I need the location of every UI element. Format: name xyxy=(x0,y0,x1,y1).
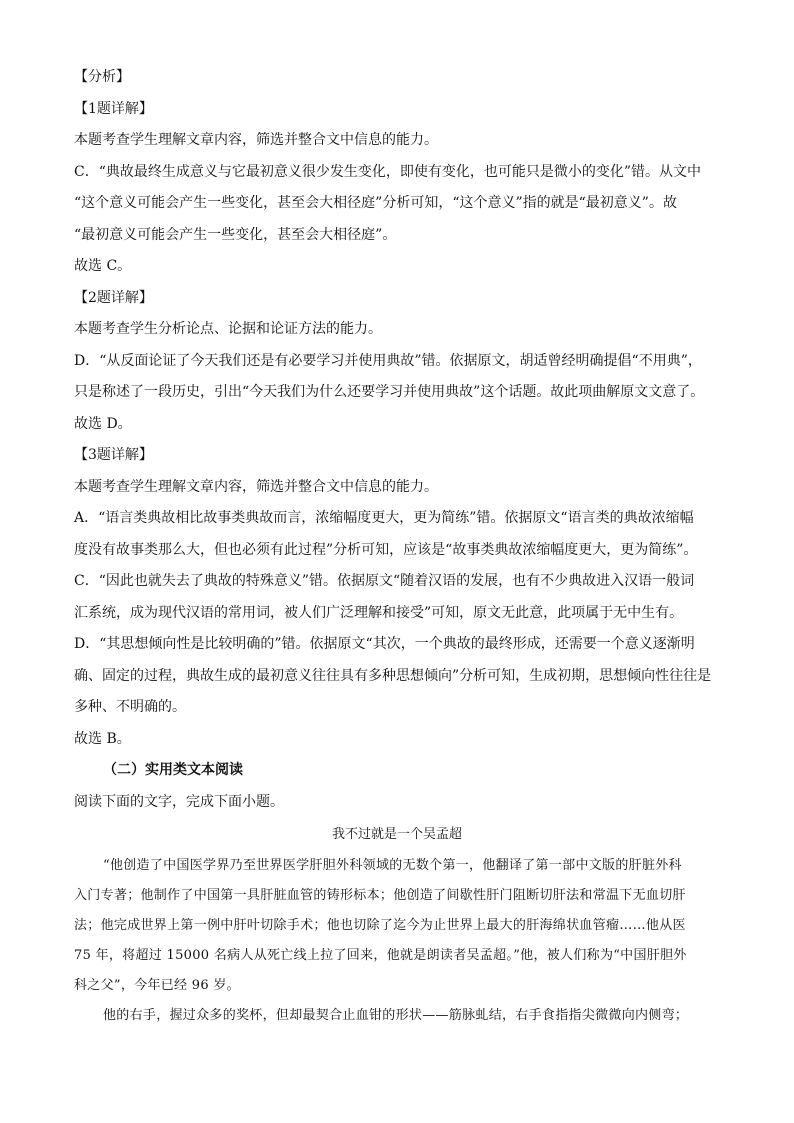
q3-line: 本题考查学生理解文章内容，筛选并整合文中信息的能力。 xyxy=(74,479,438,495)
q3-line: 度没有故事类那么大，但也必须有此过程”分析可知，应该是“故事类典故浓缩幅度更大，更为简练”。 xyxy=(74,542,698,558)
article-line: 科之父”，今年已经 96 岁。 xyxy=(74,978,240,993)
q1-line: “这个意义可能会产生一些变化，甚至会大相径庭”分析可知，“这个意义”指的就是“最初意义”。故 xyxy=(74,195,677,211)
q3-line: D．“其思想倾向性是比较明确的”错。依据原文“其次，一个典故的最终形成，还需要一个意义逐渐明 xyxy=(74,636,695,652)
q1-answer: 故选 C。 xyxy=(74,258,132,274)
analysis-heading: 【分析】 xyxy=(74,69,130,85)
article-line: “他创造了中国医学界乃至世界医学肝胆外科领域的无数个第一，他翻译了第一部中文版的肝脏外科 xyxy=(103,858,682,873)
q3-line: C．“因此也就失去了典故的特殊意义”错。依据原文“随着汉语的发展，也有不少典故进入汉语一般词 xyxy=(74,573,695,589)
section-heading: （二）实用类文本阅读 xyxy=(103,762,243,778)
q2-line: D．“从反面论证了今天我们还是有必要学习并使用典故”错。依据原文，胡适曾经明确提倡“不用典”， xyxy=(74,353,702,369)
q3-answer: 故选 B。 xyxy=(74,731,131,747)
article-line: 法；他完成世界上第一例中肝叶切除手术；他也切除了迄今为止世界上最大的肝海绵状血管瘤……他从医 xyxy=(74,918,686,933)
article-line: 他的右手，握过众多的奖杯，但却最契合止血钳的形状——筋脉虬结，右手食指指尖微微向内侧弯； xyxy=(103,1008,689,1023)
q3-line: 多种、不明确的。 xyxy=(74,699,186,715)
article-line: 75 年，将超过 15000 名病人从死亡线上拉了回来，他就是朗读者吴孟超。”他，被人们称为“中国肝胆外 xyxy=(74,948,687,963)
q2-answer: 故选 D。 xyxy=(74,416,132,432)
q3-line: 确、固定的过程，典故生成的最初意义往往具有多种思想倾向”分析可知，生成初期，思想倾向性往往是 xyxy=(74,668,712,684)
q2-line: 本题考查学生分析论点、论据和论证方法的能力。 xyxy=(74,321,382,337)
section-instruction: 阅读下面的文字，完成下面小题。 xyxy=(74,794,284,810)
q1-line: C．“典故最终生成意义与它最初意义很少发生变化，即使有变化，也可能只是微小的变化”错。从文中 xyxy=(74,164,702,180)
q3-line: A．“语言类典故相比故事类典故而言，浓缩幅度更大，更为简练”错。依据原文“语言类的典故浓缩幅 xyxy=(74,510,694,526)
q3-line: 汇系统，成为现代汉语的常用词，被人们广泛理解和接受”可知，原文无此意，此项属于无中生有。 xyxy=(74,605,684,621)
q1-line: “最初意义可能会产生一些变化，甚至会大相径庭”。 xyxy=(74,227,397,243)
q1-line: 本题考查学生理解文章内容，筛选并整合文中信息的能力。 xyxy=(74,132,438,148)
article-title: 我不过就是一个吴孟超 xyxy=(331,827,462,842)
q3-heading: 【3题详解】 xyxy=(74,447,153,463)
q2-heading: 【2题详解】 xyxy=(74,290,153,306)
q1-heading: 【1题详解】 xyxy=(74,101,153,117)
article-line: 入门专著；他制作了中国第一具肝脏血管的铸形标本；他创造了间歇性肝门阻断切肝法和常温下无血切肝 xyxy=(74,888,686,903)
q2-line: 只是称述了一段历史，引出“今天我们为什么还要学习并使用典故”这个话题。故此项曲解原文文意了。 xyxy=(74,384,705,400)
